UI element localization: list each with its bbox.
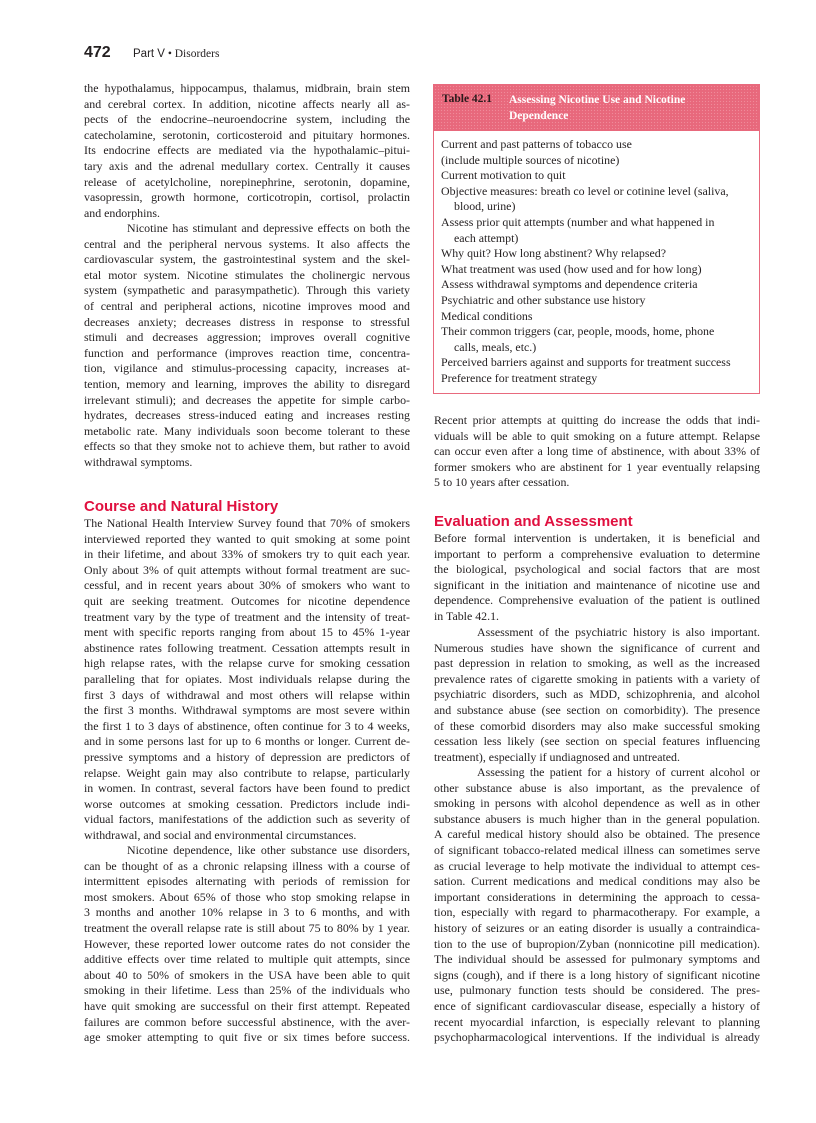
text-line: have quit smoking are successful on their first attempt. Repeated xyxy=(84,998,410,1013)
text-line: metabolic rate. Many individuals soon become tolerant to these xyxy=(84,423,410,438)
text-line: effects so that they smoke not to achieve them, but rather to avoid xyxy=(84,439,410,454)
text-line: important considerations in determining the approach to cessa- xyxy=(434,889,760,904)
table-item-continuation: calls, meals, etc.) xyxy=(454,339,537,354)
text-line: hydrates, decreases stress-induced eating and increases resting xyxy=(84,408,410,423)
text-line: in their lifetime, and about 33% of smokers try to quit each year. xyxy=(84,547,410,562)
page-number: 472 xyxy=(84,44,111,61)
text-line: tion, especially with regard to pharmacotherapy. For example, a xyxy=(434,905,760,920)
section-heading-course: Course and Natural History xyxy=(84,498,279,515)
paragraph xyxy=(84,843,410,1046)
table-title: Assessing Nicotine Use and Nicotine Dependence xyxy=(509,94,686,122)
text-line: viduals will be able to quit smoking on a future attempt. Relapse xyxy=(434,428,760,443)
text-line: the first 3 months. Withdrawal symptoms are most severe within xyxy=(84,703,410,718)
text-line: cessation less likely (see section on special features influencing xyxy=(434,734,760,749)
table-body xyxy=(441,137,753,387)
text-line: substance abusers is much higher than in the general population. xyxy=(434,811,760,826)
text-line: relapse. Weight gain may also contribute to relapse, particularly xyxy=(84,765,410,780)
text-line: Only about 3% of quit attempts without formal treatment are suc- xyxy=(84,562,410,577)
paragraph xyxy=(434,531,760,625)
text-line: signs (cough), and if there is a long history of significant nicotine xyxy=(434,967,760,982)
text-line: sation. Current medications and medical conditions may also be xyxy=(434,874,760,889)
text-line: treatment vary by the type of treatment and the intensity of treat- xyxy=(84,609,410,624)
text-line: interviewed reported they wanted to quit smoking at some point xyxy=(84,531,410,546)
text-line: The individual should be assessed for pulmonary symptoms and xyxy=(434,952,760,967)
text-line: etal motor system. Nicotine stimulates the cholinergic nervous xyxy=(84,267,410,282)
text-line: cardiovascular system, the gastrointestinal system and the skel- xyxy=(84,252,410,267)
text-line: function and performance (improves reaction time, concentra- xyxy=(84,345,410,360)
text-line: abstinence rates following treatment. Cessation attempts result in xyxy=(84,640,410,655)
text-line: high relapse rates, with the relapse curve for smoking cessation xyxy=(84,656,410,671)
paragraph xyxy=(84,81,410,221)
text-line: smoking in persons with alcohol dependence as well as in other xyxy=(434,796,760,811)
text-line: central and the peripheral nervous systems. It also affects the xyxy=(84,236,410,251)
text-line: prevalence rates of cigarette smoking in patients with a variety of xyxy=(434,671,760,686)
text-line: Before formal intervention is undertaken, it is beneficial and xyxy=(434,531,760,545)
text-line: recent myocardial infarction, is especially relevant to planning xyxy=(434,1014,760,1029)
text-line: failures are common before successful abstinence, with the aver- xyxy=(84,1014,410,1029)
text-line: additive effects over time related to multiple quit attempts, since xyxy=(84,952,410,967)
text-line: Nicotine has stimulant and depressive effects on both the xyxy=(127,221,410,235)
text-line: ment with specific reports ranging from about 15 to 45% 1-year xyxy=(84,625,410,640)
table-item: Their common triggers (car, people, moods, home, phone xyxy=(441,324,715,339)
table-item: Current and past patterns of tobacco use xyxy=(441,137,632,151)
paragraph xyxy=(434,413,760,491)
section-label: Disorders xyxy=(174,48,220,60)
text-line: and cerebral cortex. In addition, nicotine affects nearly all as- xyxy=(84,96,410,111)
text-line: quit are seeking treatment. Outcomes for nicotine dependence xyxy=(84,593,410,608)
text-line: withdrawal, and social and environmental circumstances. xyxy=(84,827,357,842)
text-line: vidual factors, manifestations of the addiction such as severity of xyxy=(84,812,410,827)
table-item: Preference for treatment strategy xyxy=(441,370,598,385)
text-line: Numerous studies have shown the significance of current and xyxy=(434,640,760,655)
table-42-1 xyxy=(433,84,760,394)
text-line: The National Health Interview Survey found that 70% of smokers xyxy=(84,516,410,530)
text-line: of these comorbid disorders may also make successful smoking xyxy=(434,718,760,733)
table-item: Perceived barriers against and supports for treatment success xyxy=(441,355,731,370)
text-line: in Table 42.1. xyxy=(434,608,499,623)
text-line: past depression in relation to smoking, as well as the increased xyxy=(434,656,760,671)
table-header xyxy=(434,85,759,131)
table-item: Medical conditions xyxy=(441,308,533,323)
text-line: important to perform a comprehensive evaluation to determine xyxy=(434,546,760,561)
text-line: dependence. Comprehensive evaluation of the patient is outlined xyxy=(434,593,760,608)
text-line: release of acetylcholine, norepinephrine, serotonin, dopamine, xyxy=(84,174,410,189)
text-line: Assessing the patient for a history of current alcohol or xyxy=(477,765,760,779)
text-line: Assessment of the psychiatric history is also important. xyxy=(477,625,760,639)
text-line: smoking in their lifetime. Less than 25% of the individuals who xyxy=(84,983,410,998)
text-line: history of seizures or an eating disorder is usually a contraindica- xyxy=(434,920,760,935)
text-line: of central and peripheral actions, nicotine improves mood and xyxy=(84,298,410,313)
text-line: first 3 days of withdrawal and most others will relapse within xyxy=(84,687,410,702)
text-line: psychopharmacological interventions. If the individual is already xyxy=(434,1030,760,1045)
text-line: in women. In contrast, several factors have been found to predict xyxy=(84,781,410,796)
table-item: (include multiple sources of nicotine) xyxy=(441,152,620,167)
part-label: Part V xyxy=(133,48,165,60)
text-line: irrelevant stimuli); and decreases the appetite for simple carbo- xyxy=(84,392,410,407)
text-line: and endorphins. xyxy=(84,205,160,220)
text-line: pects of the endocrine–neuroendocrine system, including the xyxy=(84,112,410,127)
text-line: of significant tobacco-related medical illness can sometimes serve xyxy=(434,842,760,857)
text-line: as crucial leverage to help motivate the individual to attempt ces- xyxy=(434,858,760,873)
text-line: catecholamine, serotonin, corticosteroid and pituitary hormones. xyxy=(84,127,410,142)
table-item-continuation: each attempt) xyxy=(454,230,519,245)
bullet: • xyxy=(167,48,172,60)
text-line: However, these reported lower outcome rates do not consider the xyxy=(84,936,410,951)
text-line: Its endocrine effects are mediated via the hypothalamic–pitui- xyxy=(84,143,410,158)
text-line: worse outcomes at smoking cessation. Predictors include indi- xyxy=(84,796,410,811)
table-item: Why quit? How long abstinent? Why relapsed? xyxy=(441,246,666,261)
paragraph xyxy=(434,765,760,1046)
section-heading-evaluation: Evaluation and Assessment xyxy=(434,513,633,530)
running-header xyxy=(133,48,219,60)
text-line: other substance abuse is also important, as the prevalence of xyxy=(434,780,760,795)
text-line: the hypothalamus, hippocampus, thalamus, midbrain, brain stem xyxy=(84,81,410,95)
table-item: Psychiatric and other substance use history xyxy=(441,292,646,307)
text-line: about 40 to 50% of smokers in the USA have been able to quit xyxy=(84,967,410,982)
text-line: treatment), especially if undiagnosed and untreated. xyxy=(434,749,680,764)
text-line: Recent prior attempts at quitting do increase the odds that indi- xyxy=(434,413,760,427)
table-label: Table 42.1 xyxy=(442,93,493,105)
text-line: use, pulmonary function tests should be considered. The pres- xyxy=(434,983,760,998)
text-line: decreases anxiety; decreases distress in response to stressful xyxy=(84,314,410,329)
text-line: 3 months and another 10% relapse in 3 to 6 months, and with xyxy=(84,905,410,920)
table-item: Current motivation to quit xyxy=(441,168,566,183)
text-line: vasopressin, growth hormone, corticotropin, cortisol, prolactin xyxy=(84,190,410,205)
text-line: stimuli and decreases aggression; improves overall cognitive xyxy=(84,330,410,345)
text-line: and in some persons last for up to 6 months or longer. Current de- xyxy=(84,734,410,749)
paragraph xyxy=(84,516,410,843)
text-line: tion, vigilance and stimulus-processing capacity, increases at- xyxy=(84,361,410,376)
table-item: What treatment was used (how used and for how long) xyxy=(441,261,702,276)
text-line: tion to the use of bupropion/Zyban (nonnicotine pill medication). xyxy=(434,936,760,951)
text-line: the first 1 to 3 days of abstinence, often continue for 3 to 4 weeks, xyxy=(84,718,410,733)
text-line: tention, memory and learning, improves the ability to disregard xyxy=(84,376,410,391)
table-item-continuation: blood, urine) xyxy=(454,199,516,214)
paragraph xyxy=(84,221,410,471)
text-line: tary axis and the adrenal medullary cortex. Centrally it causes xyxy=(84,158,410,173)
text-line: significant in the initiation and maintenance of nicotine use and xyxy=(434,577,760,592)
text-line: pressive symptoms and a history of depression are predictors of xyxy=(84,749,410,764)
table-item: Assess withdrawal symptoms and dependence criteria xyxy=(441,277,698,292)
text-line: A careful medical history should also be obtained. The presence xyxy=(434,827,760,842)
text-line: and substance abuse (see section on comorbidity). The presence xyxy=(434,702,760,717)
text-line: can be thought of as a chronic relapsing illness with a course of xyxy=(84,858,410,873)
text-line: age smoker attempting to quit five or six times before success. xyxy=(84,1030,410,1045)
text-line: 5 to 10 years after cessation. xyxy=(434,475,570,490)
table-item: Objective measures: breath co level or cotinine level (saliva, xyxy=(441,183,729,198)
text-line: paralleling that for opiates. Most individuals relapse during the xyxy=(84,671,410,686)
text-line: the biological, psychological and social factors that are most xyxy=(434,562,760,577)
table-item: Assess prior quit attempts (number and what happened in xyxy=(441,214,715,229)
text-line: former smokers who are abstinent for 1 year eventually relapsing xyxy=(434,459,760,474)
text-line: system (sympathetic and parasympathetic). Through this variety xyxy=(84,283,410,298)
text-line: ence of significant cardiovascular disease, especially a history of xyxy=(434,998,760,1013)
text-line: withdrawal symptoms. xyxy=(84,454,193,469)
text-line: most smokers. About 65% of those who stop smoking relapse in xyxy=(84,889,410,904)
text-line: cessful, and in recent years about 30% of smokers who want to xyxy=(84,578,410,593)
text-line: treatment the overall relapse rate is still about 75 to 80% by 1 year. xyxy=(84,920,410,935)
text-line: Nicotine dependence, like other substance use disorders, xyxy=(127,843,410,857)
text-line: can occur even after a long time of abstinence, with about 33% of xyxy=(434,444,760,459)
text-line: intermittent episodes alternating with periods of remission for xyxy=(84,874,410,889)
text-line: psychiatric disorders, such as MDD, schizophrenia, and alcohol xyxy=(434,687,760,702)
paragraph xyxy=(434,625,760,765)
